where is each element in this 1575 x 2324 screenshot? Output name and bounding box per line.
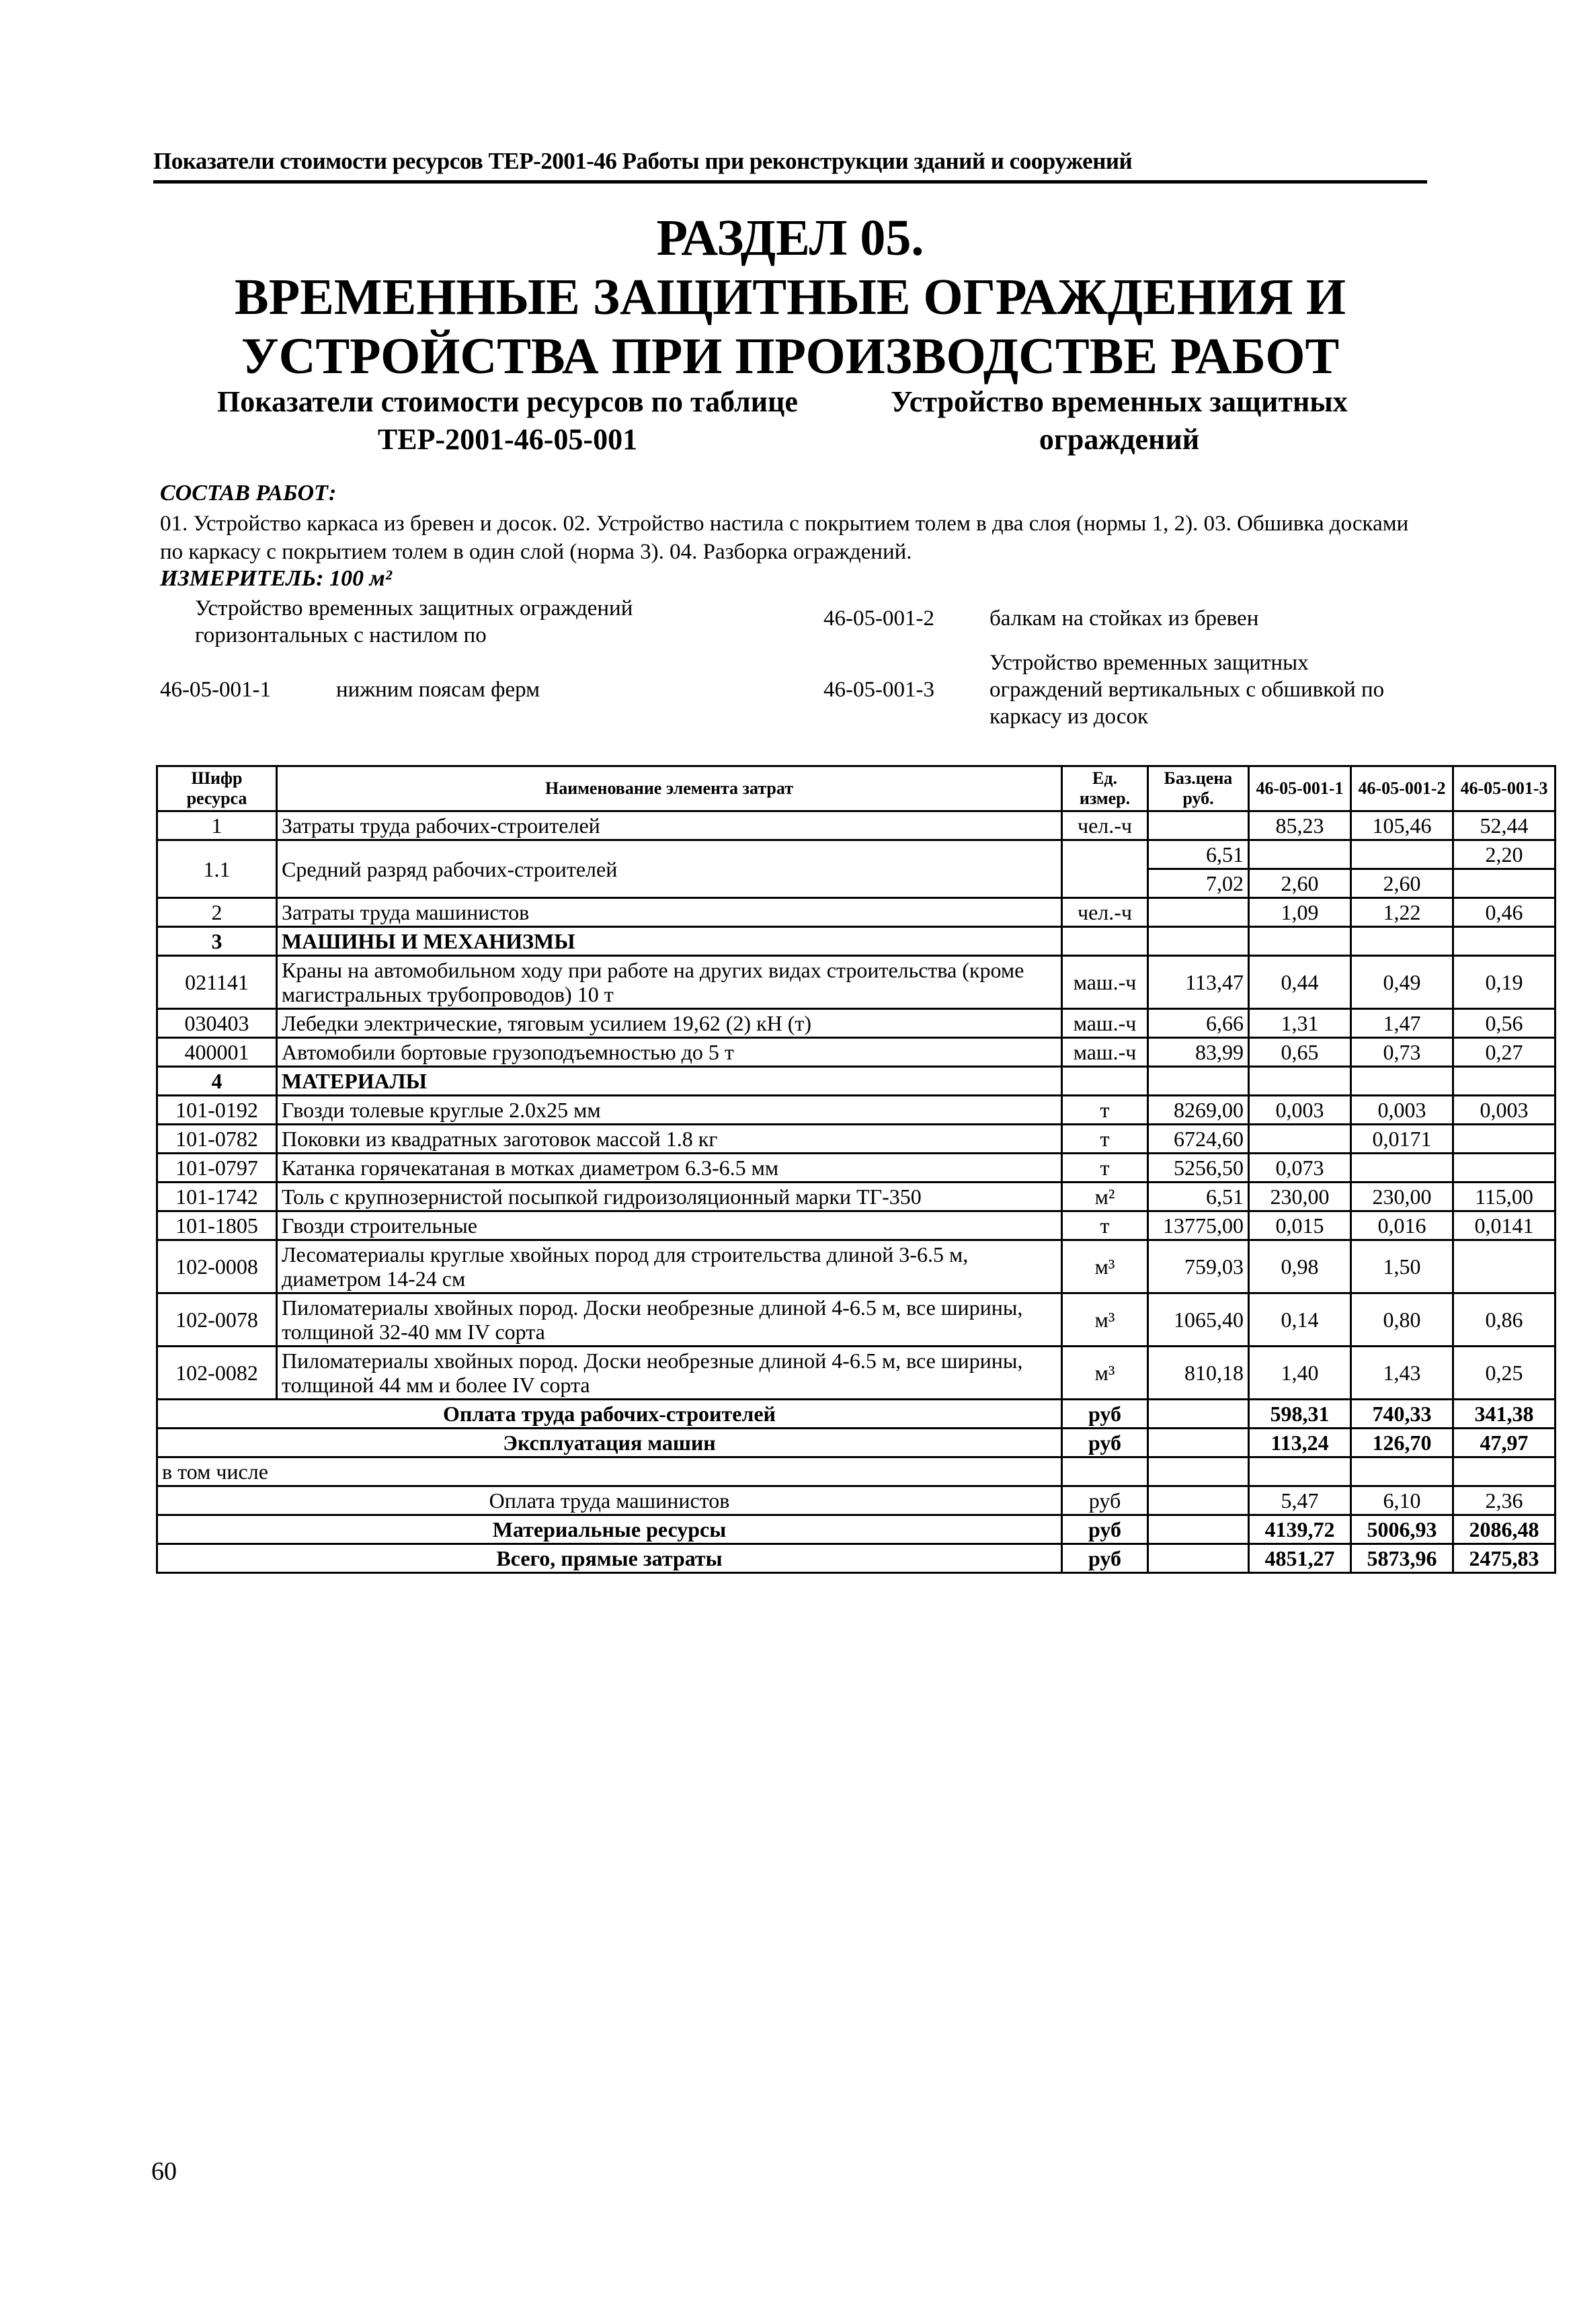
- cell-name: Автомобили бортовые грузоподъемностью до 5 т: [277, 1038, 1062, 1067]
- variant-1-text: нижним поясам ферм: [336, 678, 540, 702]
- cell-v2: [1351, 1154, 1453, 1183]
- summary-v2: 6,10: [1351, 1486, 1453, 1515]
- cell-price: 5256,50: [1148, 1154, 1249, 1183]
- cell-v2: 1,47: [1351, 1009, 1453, 1038]
- summary-price: [1148, 1429, 1249, 1457]
- summary-v2: 5006,93: [1351, 1515, 1453, 1544]
- cell-v3: 52,44: [1453, 811, 1556, 840]
- summary-row: [157, 1486, 1556, 1515]
- section-title: [153, 208, 1427, 386]
- cell-code: 1: [157, 811, 277, 840]
- col-header-v2: 46-05-001-2: [1351, 766, 1453, 811]
- summary-v2: 126,70: [1351, 1429, 1453, 1457]
- cell-unit: маш.-ч: [1062, 1038, 1148, 1067]
- cell-v3: 0,46: [1453, 898, 1556, 927]
- table-row: [157, 1154, 1556, 1183]
- cell-price: 1065,40: [1148, 1293, 1249, 1347]
- cell-unit: т: [1062, 1211, 1148, 1240]
- cell-v1: 0,003: [1249, 1096, 1351, 1125]
- summary-v2: 740,33: [1351, 1400, 1453, 1429]
- cell-v2: [1351, 1067, 1453, 1096]
- cell-v1: 0,015: [1249, 1211, 1351, 1240]
- table-row: [157, 1183, 1556, 1211]
- cell-v1: 1,09: [1249, 898, 1351, 927]
- col-header-v3: 46-05-001-3: [1453, 766, 1556, 811]
- summary-unit: [1062, 1457, 1148, 1486]
- cell-v2: 105,46: [1351, 811, 1453, 840]
- table-row: [157, 1096, 1556, 1125]
- cell-price: 759,03: [1148, 1240, 1249, 1293]
- cell-v2: 2,60: [1351, 869, 1453, 898]
- table-row: [157, 1211, 1556, 1240]
- cell-price: 8269,00: [1148, 1096, 1249, 1125]
- cell-v2: 1,22: [1351, 898, 1453, 927]
- cell-unit: [1062, 927, 1148, 956]
- cell-unit: м³: [1062, 1240, 1148, 1293]
- cell-price: 7,02: [1148, 869, 1249, 898]
- table-row: [157, 898, 1556, 927]
- cell-v2: 0,003: [1351, 1096, 1453, 1125]
- cell-code: 4: [157, 1067, 277, 1096]
- table-topic-line2: ограждений: [1039, 423, 1200, 456]
- variant-3-code: 46-05-001-3: [823, 678, 934, 702]
- cell-price: 13775,00: [1148, 1211, 1249, 1240]
- cell-price: [1148, 811, 1249, 840]
- cell-v3: [1453, 1240, 1556, 1293]
- cell-name: Средний разряд рабочих-строителей: [277, 840, 1062, 898]
- summary-row: [157, 1400, 1556, 1429]
- summary-v1: 4851,27: [1249, 1544, 1351, 1573]
- summary-unit: руб: [1062, 1429, 1148, 1457]
- cell-name: МАШИНЫ И МЕХАНИЗМЫ: [277, 927, 1062, 956]
- summary-v3: 2,36: [1453, 1486, 1556, 1515]
- cell-v1: 0,44: [1249, 956, 1351, 1009]
- cell-v3: [1453, 1125, 1556, 1154]
- cell-unit: [1062, 840, 1148, 898]
- cell-v1: 1,31: [1249, 1009, 1351, 1038]
- cell-price: 113,47: [1148, 956, 1249, 1009]
- summary-price: [1148, 1400, 1249, 1429]
- cell-name: Затраты труда машинистов: [277, 898, 1062, 927]
- summary-v1: 4139,72: [1249, 1515, 1351, 1544]
- cell-name: Толь с крупнозернистой посыпкой гидроизоляционный марки ТГ-350: [277, 1183, 1062, 1211]
- cell-code: 101-1805: [157, 1211, 277, 1240]
- table-row: [157, 1067, 1556, 1096]
- section-title-line3: УСТРОЙСТВА ПРИ ПРОИЗВОДСТВЕ РАБОТ: [241, 328, 1340, 385]
- cell-v3: 0,86: [1453, 1293, 1556, 1347]
- summary-unit: руб: [1062, 1544, 1148, 1573]
- col-header-unit: Ед. измер.: [1062, 766, 1148, 811]
- cell-name: Пиломатериалы хвойных пород. Доски необрезные длиной 4-6.5 м, все ширины, толщиной 32-40 мм IV сорта: [277, 1293, 1062, 1347]
- cell-code: 101-0192: [157, 1096, 277, 1125]
- summary-row: [157, 1457, 1556, 1486]
- cell-unit: т: [1062, 1154, 1148, 1183]
- cell-v2: 0,73: [1351, 1038, 1453, 1067]
- table-row: [157, 1240, 1556, 1293]
- cell-code: 101-0797: [157, 1154, 277, 1183]
- cell-name: Краны на автомобильном ходу при работе на других видах строительства (кроме магистральных трубопроводов) 10 т: [277, 956, 1062, 1009]
- cell-unit: [1062, 1067, 1148, 1096]
- summary-row: [157, 1544, 1556, 1573]
- cell-v3: [1453, 927, 1556, 956]
- cell-v1: [1249, 1125, 1351, 1154]
- cell-name: Поковки из квадратных заготовок массой 1.8 кг: [277, 1125, 1062, 1154]
- variant-1-code: 46-05-001-1: [160, 678, 271, 702]
- cell-unit: чел.-ч: [1062, 811, 1148, 840]
- table-row: [157, 1038, 1556, 1067]
- summary-v3: [1453, 1457, 1556, 1486]
- cell-v3: 115,00: [1453, 1183, 1556, 1211]
- summary-row: [157, 1515, 1556, 1544]
- header-rule: [153, 180, 1427, 184]
- col-header-name: Наименование элемента затрат: [277, 766, 1062, 811]
- cell-v3: 0,56: [1453, 1009, 1556, 1038]
- table-reference-line2: ТЕР-2001-46-05-001: [377, 423, 638, 456]
- table-row: [157, 956, 1556, 1009]
- section-title-line2: ВРЕМЕННЫЕ ЗАЩИТНЫЕ ОГРАЖДЕНИЯ И: [235, 269, 1346, 325]
- cell-v2: 1,43: [1351, 1347, 1453, 1400]
- cell-code: 101-1742: [157, 1183, 277, 1211]
- variant-2-text: балкам на стойках из бревен: [990, 606, 1259, 631]
- cell-code: 030403: [157, 1009, 277, 1038]
- cell-v2: 1,50: [1351, 1240, 1453, 1293]
- cell-v2: 0,016: [1351, 1211, 1453, 1240]
- resource-table: [156, 765, 1556, 1574]
- cell-name: Пиломатериалы хвойных пород. Доски необрезные длиной 4-6.5 м, все ширины, толщиной 44 мм и более IV сорта: [277, 1347, 1062, 1400]
- summary-label: Всего, прямые затраты: [157, 1544, 1062, 1573]
- cell-v1: 0,98: [1249, 1240, 1351, 1293]
- summary-price: [1148, 1457, 1249, 1486]
- summary-label: Эксплуатация машин: [157, 1429, 1062, 1457]
- cell-name: Катанка горячекатаная в мотках диаметром 6.3-6.5 мм: [277, 1154, 1062, 1183]
- cell-v1: 0,073: [1249, 1154, 1351, 1183]
- cell-v2: [1351, 927, 1453, 956]
- cell-price: 6,51: [1148, 1183, 1249, 1211]
- table-row: [157, 927, 1556, 956]
- cell-price: 6,66: [1148, 1009, 1249, 1038]
- cell-v1: [1249, 927, 1351, 956]
- cell-code: 021141: [157, 956, 277, 1009]
- cell-v1: 2,60: [1249, 869, 1351, 898]
- cell-unit: маш.-ч: [1062, 1009, 1148, 1038]
- cell-unit: маш.-ч: [1062, 956, 1148, 1009]
- cell-price: [1148, 927, 1249, 956]
- table-header-row: [157, 766, 1556, 811]
- table-reference: [161, 383, 854, 458]
- variant-2-code: 46-05-001-2: [823, 606, 934, 631]
- table-topic: [834, 383, 1405, 458]
- summary-price: [1148, 1486, 1249, 1515]
- cell-v1: 85,23: [1249, 811, 1351, 840]
- cell-v3: 2,20: [1453, 840, 1556, 869]
- summary-v3: 341,38: [1453, 1400, 1556, 1429]
- table-row: [157, 811, 1556, 840]
- cell-v3: 0,27: [1453, 1038, 1556, 1067]
- cell-unit: м³: [1062, 1347, 1148, 1400]
- cell-v3: [1453, 1154, 1556, 1183]
- cell-unit: чел.-ч: [1062, 898, 1148, 927]
- cell-price: [1148, 1067, 1249, 1096]
- cell-price: [1148, 898, 1249, 927]
- col-header-code: Шифр ресурса: [157, 766, 277, 811]
- summary-v1: 113,24: [1249, 1429, 1351, 1457]
- work-composition-text: 01. Устройство каркаса из бревен и досок. 02. Устройство настила с покрытием толем в два слоя (нормы 1, 2). 03. Обшивка досками по каркасу с покрытием толем в один слой (норма 3). 04. Разборка ограждений.: [160, 512, 1409, 564]
- table-topic-line1: Устройство временных защитных: [891, 385, 1348, 418]
- table-row: [157, 1293, 1556, 1347]
- cell-code: 400001: [157, 1038, 277, 1067]
- table-reference-line1: Показатели стоимости ресурсов по таблице: [217, 385, 798, 418]
- cell-v1: 0,14: [1249, 1293, 1351, 1347]
- col-header-price: Баз.цена руб.: [1148, 766, 1249, 811]
- cell-code: 3: [157, 927, 277, 956]
- cell-v2: 0,0171: [1351, 1125, 1453, 1154]
- summary-v1: 598,31: [1249, 1400, 1351, 1429]
- summary-v3: 2475,83: [1453, 1544, 1556, 1573]
- variants-intro: Устройство временных защитных ограждений горизонтальных с настилом по: [195, 596, 633, 647]
- table-row: [157, 840, 1556, 869]
- cell-price: 83,99: [1148, 1038, 1249, 1067]
- cell-price: 6,51: [1148, 840, 1249, 869]
- cell-unit: т: [1062, 1125, 1148, 1154]
- variant-3-text: Устройство временных защитных ограждений вертикальных с обшивкой по каркасу из досок: [990, 651, 1385, 729]
- table-row: [157, 1125, 1556, 1154]
- cell-name: Лесоматериалы круглые хвойных пород для строительства длиной 3-6.5 м, диаметром 14-24 см: [277, 1240, 1062, 1293]
- cell-code: 2: [157, 898, 277, 927]
- running-header: Показатели стоимости ресурсов ТЕР-2001-46 Работы при реконструкции зданий и сооружений: [153, 148, 1133, 174]
- summary-v3: 2086,48: [1453, 1515, 1556, 1544]
- cell-code: 102-0082: [157, 1347, 277, 1400]
- cell-v1: [1249, 1067, 1351, 1096]
- col-header-v1: 46-05-001-1: [1249, 766, 1351, 811]
- cell-code: 102-0078: [157, 1293, 277, 1347]
- cell-unit: м³: [1062, 1293, 1148, 1347]
- cell-v3: 0,25: [1453, 1347, 1556, 1400]
- summary-v2: [1351, 1457, 1453, 1486]
- cell-code: 101-0782: [157, 1125, 277, 1154]
- cell-code: 1.1: [157, 840, 277, 898]
- cell-price: 810,18: [1148, 1347, 1249, 1400]
- cell-v1: [1249, 840, 1351, 869]
- cell-v2: [1351, 840, 1453, 869]
- summary-label: Оплата труда машинистов: [157, 1486, 1062, 1515]
- summary-unit: руб: [1062, 1515, 1148, 1544]
- summary-v1: 5,47: [1249, 1486, 1351, 1515]
- cell-v1: 230,00: [1249, 1183, 1351, 1211]
- summary-unit: руб: [1062, 1486, 1148, 1515]
- cell-unit: т: [1062, 1096, 1148, 1125]
- cell-name: Лебедки электрические, тяговым усилием 19,62 (2) кН (т): [277, 1009, 1062, 1038]
- summary-price: [1148, 1515, 1249, 1544]
- cell-price: 6724,60: [1148, 1125, 1249, 1154]
- table-row: [157, 1347, 1556, 1400]
- cell-name: Гвозди строительные: [277, 1211, 1062, 1240]
- section-title-line1: РАЗДЕЛ 05.: [656, 210, 924, 266]
- cell-name: Гвозди толевые круглые 2.0х25 мм: [277, 1096, 1062, 1125]
- page-number: 60: [151, 2157, 177, 2186]
- summary-label: Материальные ресурсы: [157, 1515, 1062, 1544]
- cell-v2: 0,49: [1351, 956, 1453, 1009]
- cell-v1: 0,65: [1249, 1038, 1351, 1067]
- summary-v1: [1249, 1457, 1351, 1486]
- cell-name: МАТЕРИАЛЫ: [277, 1067, 1062, 1096]
- cell-unit: м²: [1062, 1183, 1148, 1211]
- cell-v3: [1453, 869, 1556, 898]
- cell-v1: 1,40: [1249, 1347, 1351, 1400]
- cell-v2: 0,80: [1351, 1293, 1453, 1347]
- cell-v3: 0,003: [1453, 1096, 1556, 1125]
- summary-row: [157, 1429, 1556, 1457]
- summary-price: [1148, 1544, 1249, 1573]
- summary-label: в том числе: [157, 1457, 1062, 1486]
- measure-unit: ИЗМЕРИТЕЛЬ: 100 м²: [160, 566, 392, 591]
- cell-v3: 0,0141: [1453, 1211, 1556, 1240]
- summary-label: Оплата труда рабочих-строителей: [157, 1400, 1062, 1429]
- table-row: [157, 1009, 1556, 1038]
- summary-v3: 47,97: [1453, 1429, 1556, 1457]
- work-composition-heading: СОСТАВ РАБОТ:: [160, 481, 337, 506]
- cell-v2: 230,00: [1351, 1183, 1453, 1211]
- summary-v2: 5873,96: [1351, 1544, 1453, 1573]
- cell-code: 102-0008: [157, 1240, 277, 1293]
- cell-name: Затраты труда рабочих-строителей: [277, 811, 1062, 840]
- cell-v3: [1453, 1067, 1556, 1096]
- summary-unit: руб: [1062, 1400, 1148, 1429]
- cell-v3: 0,19: [1453, 956, 1556, 1009]
